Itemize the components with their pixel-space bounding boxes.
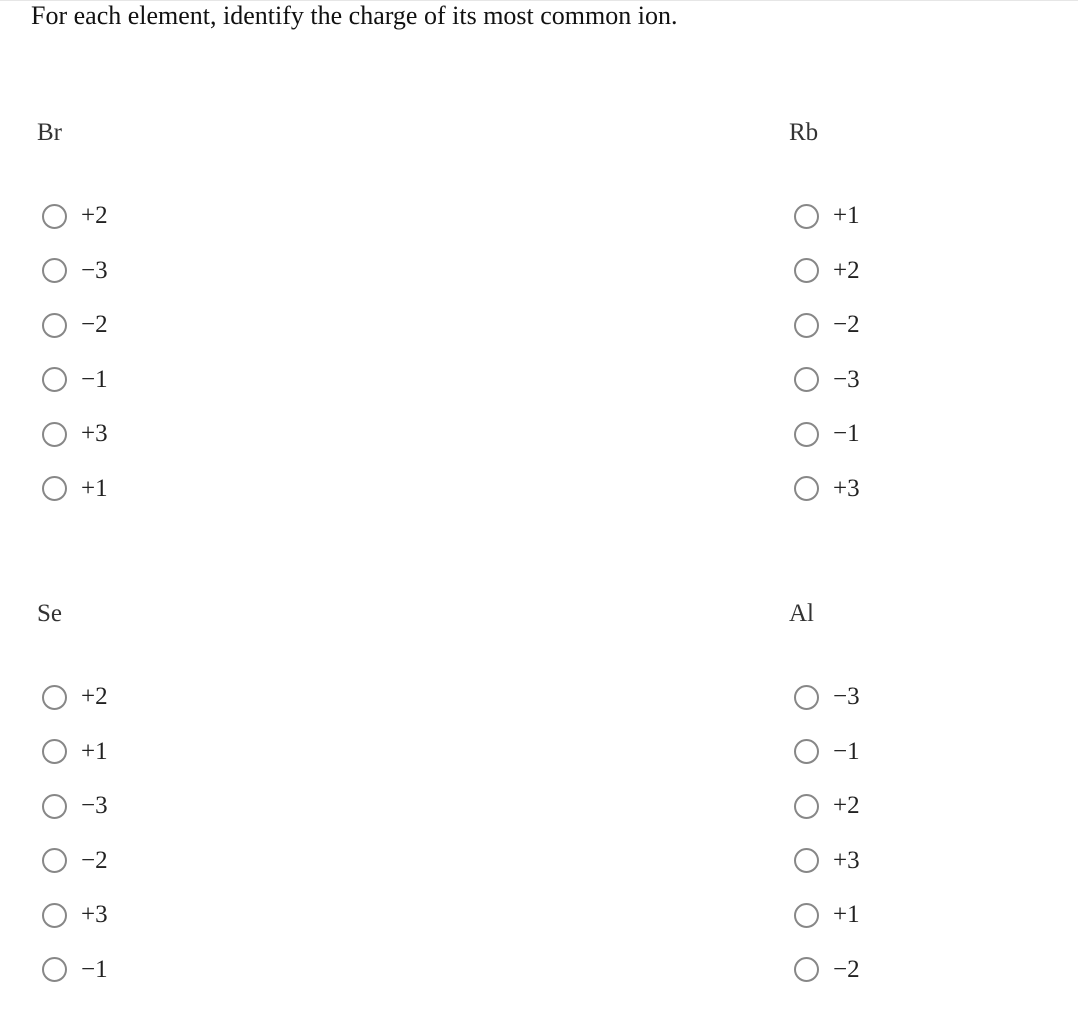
radio-button[interactable] (794, 848, 819, 873)
radio-option[interactable] (37, 834, 357, 889)
radio-button[interactable] (42, 794, 67, 819)
option-label: +3 (833, 846, 860, 874)
option-label: +1 (833, 202, 860, 230)
radio-button[interactable] (42, 903, 67, 928)
options-list (37, 189, 357, 516)
radio-option[interactable] (37, 244, 357, 299)
radio-button[interactable] (794, 367, 819, 392)
option-label: −3 (833, 683, 860, 711)
radio-button[interactable] (794, 903, 819, 928)
radio-option[interactable] (37, 779, 357, 834)
element-label: Rb (789, 119, 819, 146)
option-label: +1 (81, 474, 108, 502)
radio-button[interactable] (794, 685, 819, 710)
radio-button[interactable] (794, 476, 819, 501)
radio-option[interactable] (789, 834, 1078, 889)
radio-option[interactable] (789, 888, 1078, 943)
question-group-rb (789, 118, 1078, 516)
option-label: +2 (81, 202, 108, 230)
radio-option[interactable] (789, 462, 1078, 517)
radio-option[interactable] (37, 462, 357, 517)
radio-option[interactable] (789, 779, 1078, 834)
option-label: −2 (81, 846, 108, 874)
option-label: +2 (833, 792, 860, 820)
radio-option[interactable] (37, 189, 357, 244)
radio-option[interactable] (37, 725, 357, 780)
option-label: +2 (833, 256, 860, 284)
question-prompt: For each element, identify the charge of its most common ion. (31, 1, 678, 30)
option-label: +3 (81, 420, 108, 448)
radio-button[interactable] (794, 739, 819, 764)
option-label: −3 (81, 256, 108, 284)
radio-button[interactable] (794, 204, 819, 229)
option-label: +2 (81, 683, 108, 711)
radio-option[interactable] (37, 670, 357, 725)
radio-button[interactable] (794, 422, 819, 447)
question-group-se (37, 599, 357, 997)
radio-option[interactable] (37, 353, 357, 408)
option-label: −1 (833, 737, 860, 765)
radio-option[interactable] (37, 888, 357, 943)
option-label: +3 (833, 474, 860, 502)
question-group-br (37, 118, 357, 516)
radio-button[interactable] (42, 422, 67, 447)
radio-button[interactable] (794, 794, 819, 819)
radio-button[interactable] (42, 685, 67, 710)
option-label: −2 (81, 311, 108, 339)
radio-option[interactable] (789, 943, 1078, 998)
element-label: Br (37, 119, 62, 146)
option-label: −2 (833, 311, 860, 339)
question-group-al (789, 599, 1078, 997)
radio-button[interactable] (42, 739, 67, 764)
options-list (37, 670, 357, 997)
radio-option[interactable] (789, 244, 1078, 299)
radio-button[interactable] (42, 204, 67, 229)
radio-button[interactable] (42, 258, 67, 283)
option-label: +3 (81, 901, 108, 929)
radio-option[interactable] (789, 298, 1078, 353)
radio-option[interactable] (37, 298, 357, 353)
radio-option[interactable] (789, 670, 1078, 725)
radio-button[interactable] (794, 258, 819, 283)
radio-button[interactable] (42, 957, 67, 982)
radio-button[interactable] (794, 957, 819, 982)
option-label: −3 (81, 792, 108, 820)
option-label: +1 (833, 901, 860, 929)
radio-button[interactable] (42, 367, 67, 392)
radio-option[interactable] (37, 943, 357, 998)
element-label: Se (37, 600, 62, 627)
radio-button[interactable] (42, 476, 67, 501)
radio-option[interactable] (37, 407, 357, 462)
element-label: Al (789, 600, 814, 627)
option-label: −1 (81, 955, 108, 983)
radio-option[interactable] (789, 407, 1078, 462)
radio-button[interactable] (42, 313, 67, 338)
option-label: −1 (81, 365, 108, 393)
radio-option[interactable] (789, 353, 1078, 408)
option-label: −1 (833, 420, 860, 448)
options-list (789, 670, 1078, 997)
options-list (789, 189, 1078, 516)
radio-option[interactable] (789, 189, 1078, 244)
option-label: −3 (833, 365, 860, 393)
radio-button[interactable] (794, 313, 819, 338)
radio-button[interactable] (42, 848, 67, 873)
option-label: −2 (833, 955, 860, 983)
radio-option[interactable] (789, 725, 1078, 780)
option-label: +1 (81, 737, 108, 765)
